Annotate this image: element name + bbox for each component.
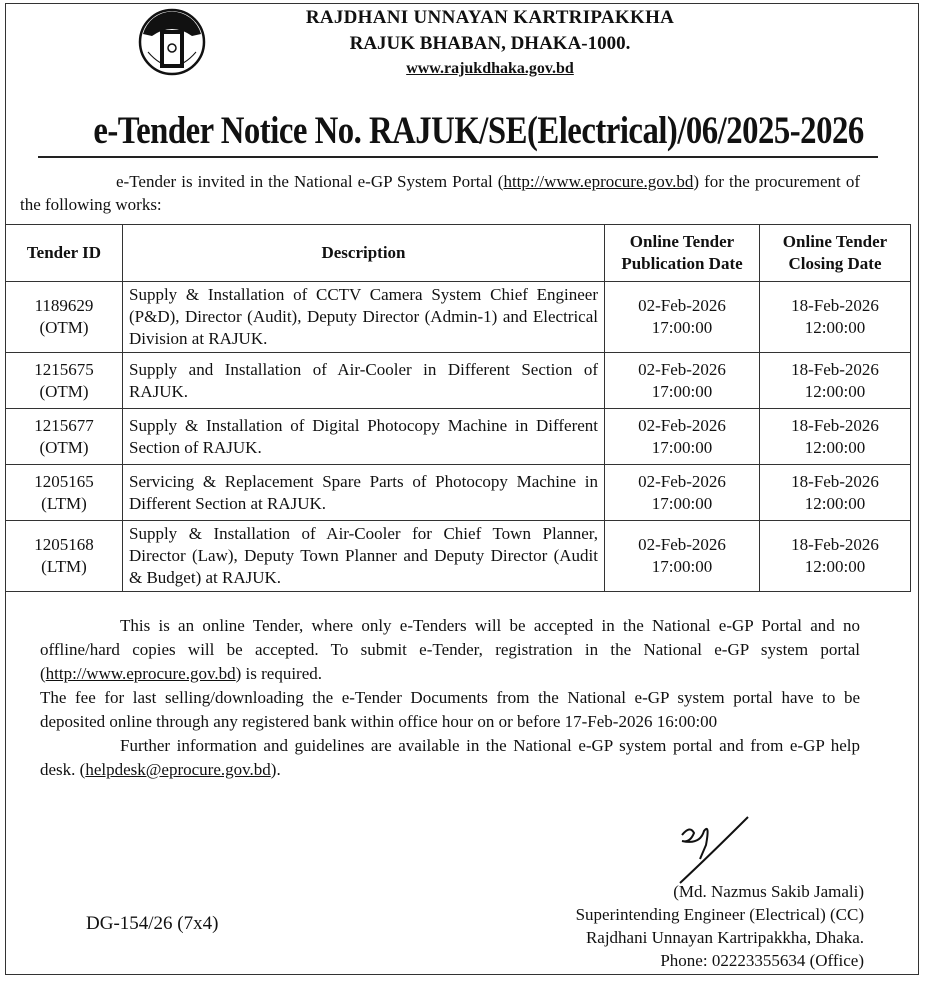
table-row	[6, 409, 911, 465]
tender-method: (LTM)	[41, 493, 87, 513]
publication-date-cell	[605, 521, 760, 592]
closing-date: 18-Feb-2026	[791, 535, 879, 554]
tender-id: 1205168	[34, 535, 94, 554]
closing-date: 18-Feb-2026	[791, 359, 879, 379]
table-row	[6, 353, 911, 409]
closing-time: 12:00:00	[804, 318, 866, 337]
description-cell: Supply & Installation of Digital Photocopy Machine in Different Section of RAJUK.	[123, 409, 605, 465]
notice-body	[40, 614, 860, 782]
closing-date-cell	[760, 521, 911, 592]
tender-table	[5, 224, 911, 592]
info-paragraph	[40, 734, 860, 782]
p1-end: ) is required.	[235, 664, 323, 683]
title-rule	[38, 156, 878, 158]
closing-date-cell	[760, 409, 911, 465]
closing-date: 18-Feb-2026	[791, 471, 879, 491]
description-cell: Servicing & Replacement Spare Parts of Photocopy Machine in Different Section at RAJUK.	[123, 465, 605, 521]
tender-id-cell	[6, 353, 123, 409]
description-cell: Supply & Installation of CCTV Camera System Chief Engineer (P&D), Director (Audit), Deputy Director (Admin-1) and Electrical Division at RAJUK.	[123, 282, 605, 353]
notice-content	[5, 170, 911, 782]
fee-paragraph: The fee for last selling/downloading the e-Tender Documents from the National e-GP system portal have to be deposited online through any registered bank within office hour on or before 17-Feb-2026 16:00:00	[40, 688, 860, 731]
tender-method: (OTM)	[39, 318, 89, 337]
closing-time: 12:00:00	[804, 437, 866, 457]
publication-date: 02-Feb-2026	[638, 359, 726, 379]
p3-text: Further information and guidelines are available in the National e-GP system portal and from e-GP help desk. (	[40, 736, 860, 779]
eprocure-link-2[interactable]: http://www.eprocure.gov.bd	[45, 664, 236, 683]
eprocure-link[interactable]: http://www.eprocure.gov.bd	[503, 172, 694, 191]
closing-time: 12:00:00	[804, 381, 866, 401]
tender-method: (OTM)	[39, 381, 89, 401]
tender-id-cell	[6, 282, 123, 353]
closing-date-cell	[760, 282, 911, 353]
intro-text-end: ) for the procurement of the following works:	[20, 172, 860, 214]
org-address: RAJUK BHABAN, DHAKA-1000.	[349, 33, 631, 54]
org-name: RAJDHANI UNNAYAN KARTRIPAKKHA	[305, 7, 675, 28]
tender-id: 1215677	[34, 415, 94, 435]
intro-paragraph	[20, 170, 860, 216]
notice-title: e-Tender Notice No. RAJUK/SE(Electrical)/06/2025-2026	[93, 109, 864, 152]
col-publication-date: Online Tender Publication Date	[605, 225, 760, 282]
publication-date-cell	[605, 282, 760, 353]
tender-id-cell	[6, 521, 123, 592]
intro-text: e-Tender is invited in the National e-GP System Portal (	[116, 172, 504, 191]
table-row	[6, 521, 911, 592]
signature-block	[576, 880, 864, 972]
closing-date-cell	[760, 465, 911, 521]
publication-date-cell	[605, 353, 760, 409]
closing-date: 18-Feb-2026	[791, 296, 879, 315]
tender-id: 1205165	[34, 471, 94, 491]
rajuk-logo	[138, 8, 206, 76]
col-description: Description	[123, 225, 605, 282]
publication-date: 02-Feb-2026	[638, 535, 726, 554]
tender-id: 1215675	[34, 359, 94, 379]
closing-date: 18-Feb-2026	[791, 415, 879, 435]
signatory-name: (Md. Nazmus Sakib Jamali)	[673, 882, 864, 901]
col-tender-id: Tender ID	[6, 225, 123, 282]
signatory-organization: Rajdhani Unnayan Kartripakkha, Dhaka.	[585, 928, 864, 947]
p3-end: ).	[270, 760, 281, 779]
publication-date: 02-Feb-2026	[638, 471, 726, 491]
publication-date: 02-Feb-2026	[638, 296, 726, 315]
publication-time: 17:00:00	[651, 493, 713, 513]
table-header-row	[6, 225, 911, 282]
table-row	[6, 465, 911, 521]
closing-time: 12:00:00	[804, 557, 866, 576]
tender-id-cell	[6, 465, 123, 521]
p1-text: This is an online Tender, where only e-Tenders will be accepted in the National e-GP Portal and no offline/hard copies will be accepted. To submit e-Tender, registration in the National e-GP system portal (	[40, 616, 860, 683]
tender-method: (LTM)	[41, 557, 87, 576]
org-website[interactable]: www.rajukdhaka.gov.bd	[406, 60, 574, 77]
handwritten-signature	[660, 815, 750, 885]
reference-code: DG-154/26 (7x4)	[86, 913, 219, 934]
publication-date-cell	[605, 465, 760, 521]
online-tender-paragraph	[40, 614, 860, 686]
publication-date-cell	[605, 409, 760, 465]
notice-title-wrap	[20, 108, 906, 153]
publication-time: 17:00:00	[651, 318, 713, 337]
description-cell: Supply & Installation of Air-Cooler for Chief Town Planner, Director (Law), Deputy Town Planner and Deputy Director (Audit & Budget) at RAJUK.	[123, 521, 605, 592]
tender-method: (OTM)	[39, 437, 89, 457]
closing-time: 12:00:00	[804, 493, 866, 513]
tender-id-cell	[6, 409, 123, 465]
col-closing-date: Online Tender Closing Date	[760, 225, 911, 282]
closing-date-cell	[760, 353, 911, 409]
publication-time: 17:00:00	[651, 437, 713, 457]
table-row	[6, 282, 911, 353]
publication-time: 17:00:00	[651, 381, 713, 401]
tender-id: 1189629	[34, 296, 94, 315]
signatory-designation: Superintending Engineer (Electrical) (CC)	[575, 905, 864, 924]
signatory-phone: Phone: 02223355634 (Office)	[660, 951, 864, 970]
publication-date: 02-Feb-2026	[638, 415, 726, 435]
helpdesk-email-link[interactable]: helpdesk@eprocure.gov.bd	[85, 760, 271, 779]
description-cell: Supply and Installation of Air-Cooler in Different Section of RAJUK.	[123, 353, 605, 409]
publication-time: 17:00:00	[651, 557, 713, 576]
